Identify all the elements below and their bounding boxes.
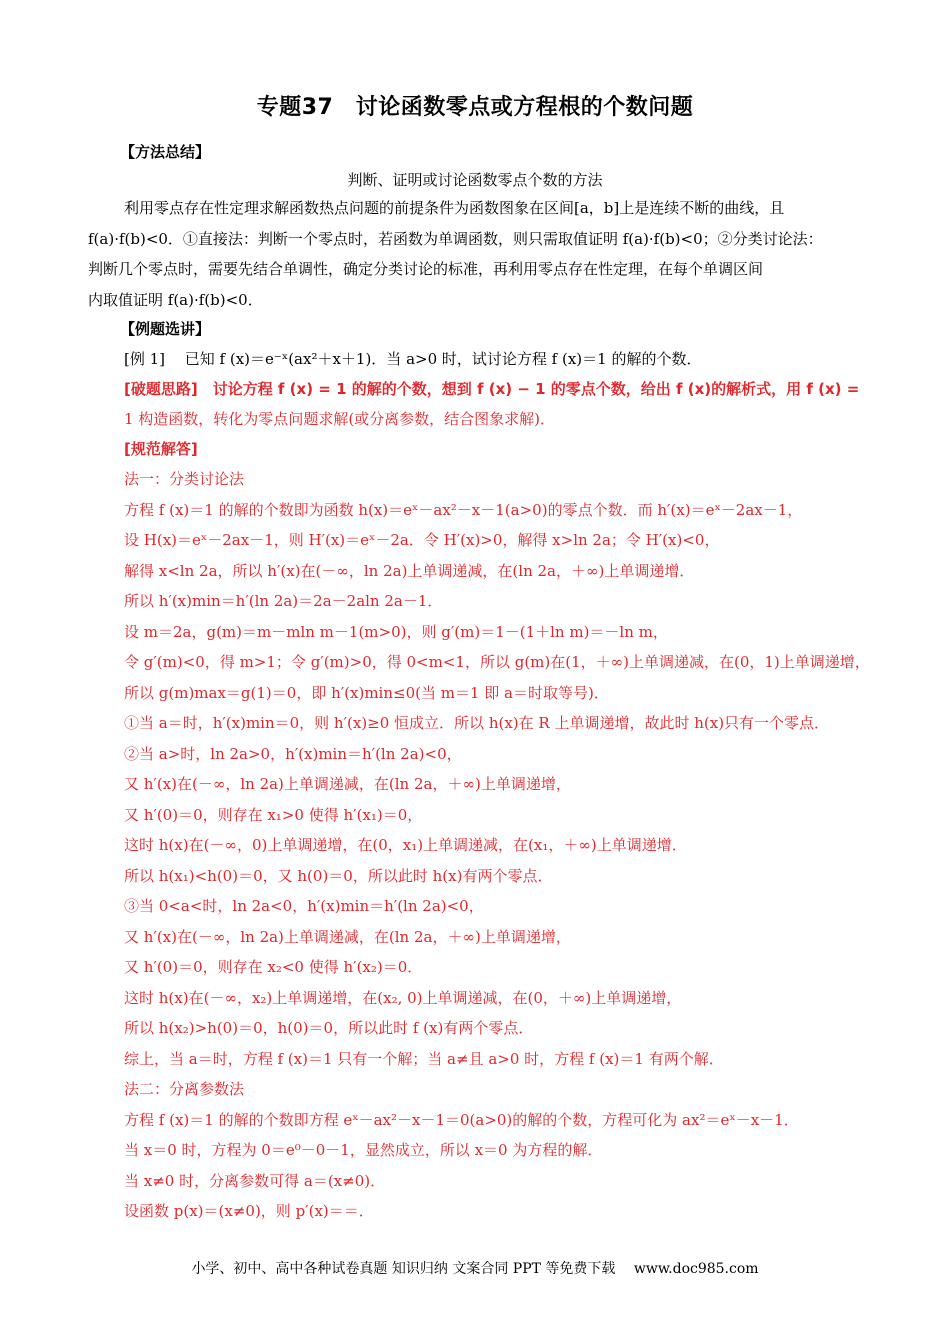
solution-line: 当 x≠0 时，分离参数可得 a＝(x≠0)．: [124, 1172, 386, 1190]
method-text-line: 判断几个零点时，需要先结合单调性，确定分类讨论的标准，再利用零点存在性定理，在每个单调区间: [88, 260, 764, 278]
example-1-statement: [例 1] 已知 f (x)＝e⁻ˣ(ax²＋x＋1)．当 a>0 时，试讨论方程 f (x)＝1 的解的个数．: [124, 350, 702, 368]
method-text-line: 利用零点存在性定理求解函数热点问题的前提条件为函数图象在区间[a，b]上是连续不断的曲线，且: [124, 199, 785, 217]
solution-line: 又 h′(0)＝0，则存在 x₂<0 使得 h′(x₂)＝0．: [124, 958, 423, 976]
method-subtitle: 判断、证明或讨论函数零点个数的方法: [347, 171, 603, 189]
method-text-line: f(a)·f(b)<0．①直接法：判断一个零点时，若函数为单调函数，则只需取值证明 f(a)·f(b)<0；②分类讨论法：: [88, 230, 823, 248]
analysis-line-2: 1 构造函数，转化为零点问题求解(或分离参数，结合图象求解)．: [124, 410, 556, 428]
solution-line: 解得 x<ln 2a，所以 h′(x)在(－∞，ln 2a)上单调递减，在(ln 2a，＋∞)上单调递增．: [124, 562, 695, 580]
page-footer: 小学、初中、高中各种试卷真题 知识归纳 文案合同 PPT 等免费下载 www.doc985.com: [191, 1261, 759, 1277]
page-title: 专题37 讨论函数零点或方程根的个数问题: [256, 95, 694, 120]
solution-line: 法二：分离参数法: [124, 1080, 245, 1098]
method-summary-heading: 【方法总结】: [120, 143, 211, 161]
solution-line: 又 h′(x)在(－∞，ln 2a)上单调递减，在(ln 2a，＋∞)上单调递增，: [124, 775, 571, 793]
solution-line: ②当 a>时，ln 2a>0，h′(x)min＝h′(ln 2a)<0，: [124, 745, 462, 763]
analysis-line-1: [破题思路] 讨论方程 f (x) = 1 的解的个数，想到 f (x) − 1 的零点个数，给出 f (x)的解析式，用 f (x) =: [124, 380, 860, 398]
solution-line: 法一：分类讨论法: [124, 470, 245, 488]
solution-line: 这时 h(x)在(－∞，x₂)上单调递增，在(x₂, 0)上单调递减，在(0，＋∞)上单调递增，: [124, 989, 682, 1007]
solution-line: 当 x＝0 时，方程为 0＝e⁰－0－1，显然成立，所以 x＝0 为方程的解．: [124, 1141, 603, 1159]
solution-line: 所以 h′(x)min＝h′(ln 2a)＝2a－2aln 2a－1．: [124, 592, 443, 610]
method-text-line: 内取值证明 f(a)·f(b)<0．: [88, 291, 263, 309]
solution-line: 又 h′(0)＝0，则存在 x₁>0 使得 h′(x₁)＝0，: [124, 806, 423, 824]
solution-line: 设函数 p(x)＝(x≠0)，则 p′(x)＝＝．: [124, 1202, 374, 1220]
example-heading: 【例题选讲】: [120, 320, 211, 338]
solution-line: 令 g′(m)<0，得 m>1；令 g′(m)>0，得 0<m<1，所以 g(m)在(1，＋∞)上单调递减，在(0，1)上单调递增，: [124, 653, 870, 671]
solution-line: 所以 h(x₂)>h(0)＝0，h(0)＝0，所以此时 f (x)有两个零点．: [124, 1019, 534, 1037]
solution-line: 这时 h(x)在(－∞，0)上单调递增，在(0，x₁)上单调递减，在(x₁，＋∞)上单调递增．: [124, 836, 687, 854]
solution-line: 设 m＝2a，g(m)＝m－mln m－1(m>0)，则 g′(m)＝1－(1＋ln m)＝－ln m，: [124, 623, 668, 641]
solution-line: ③当 0<a<时，ln 2a<0，h′(x)min＝h′(ln 2a)<0，: [124, 897, 484, 915]
solution-line: ①当 a＝时，h′(x)min＝0，则 h′(x)≥0 恒成立．所以 h(x)在 R 上单调递增，故此时 h(x)只有一个零点．: [124, 714, 830, 732]
solution-line: 又 h′(x)在(－∞，ln 2a)上单调递减，在(ln 2a，＋∞)上单调递增，: [124, 928, 571, 946]
solution-line: 综上，当 a＝时，方程 f (x)＝1 只有一个解；当 a≠且 a>0 时，方程 f (x)＝1 有两个解．: [124, 1050, 724, 1068]
solution-line: 所以 g(m)max＝g(1)＝0，即 h′(x)min≤0(当 m＝1 即 a＝时取等号)．: [124, 684, 609, 702]
solution-line: 所以 h(x₁)<h(0)＝0，又 h(0)＝0，所以此时 h(x)有两个零点．: [124, 867, 553, 885]
solution-line: 方程 f (x)＝1 的解的个数即为函数 h(x)＝eˣ－ax²－x－1(a>0)的零点个数．而 h′(x)＝eˣ－2ax－1，: [124, 501, 803, 519]
solution-line: 方程 f (x)＝1 的解的个数即方程 eˣ－ax²－x－1＝0(a>0)的解的个数，方程可化为 ax²＝eˣ－x－1．: [124, 1111, 799, 1129]
solution-line: 设 H(x)＝eˣ－2ax－1，则 H′(x)＝eˣ－2a．令 H′(x)>0，解得 x>ln 2a；令 H′(x)<0，: [124, 531, 720, 549]
solution-heading: [规范解答]: [124, 440, 198, 458]
